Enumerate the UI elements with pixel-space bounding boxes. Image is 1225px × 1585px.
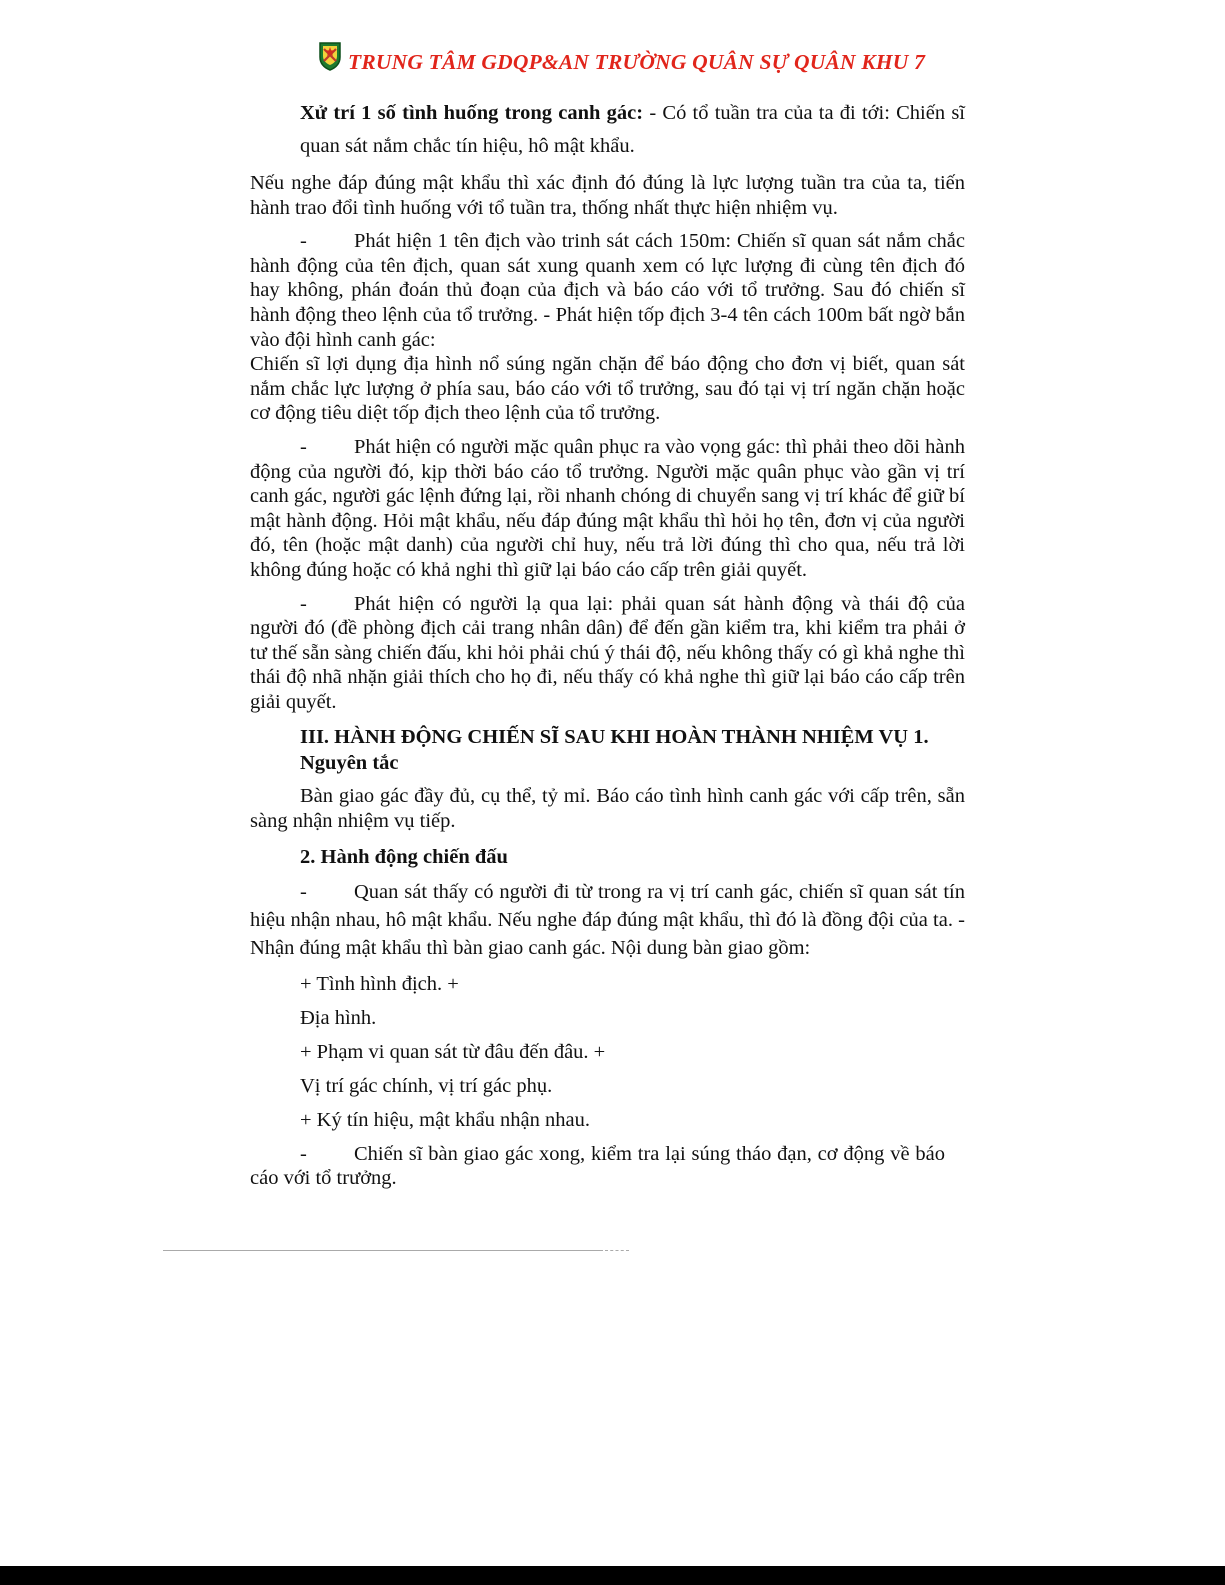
military-shield-emblem-icon bbox=[318, 41, 342, 71]
principle-paragraph: Bàn giao gác đầy đủ, cụ thể, tỷ mỉ. Báo cáo tình hình canh gác với cấp trên, sẵn sàng nhận nhiệm vụ tiếp. bbox=[250, 785, 965, 833]
bullet-dash: - bbox=[300, 1142, 307, 1165]
header-title: TRUNG TÂM GDQP&AN TRƯỜNG QUÂN SỰ QUÂN KHU 7 bbox=[348, 50, 926, 74]
finish-paragraph bbox=[250, 1142, 945, 1191]
uniform-paragraph bbox=[250, 435, 965, 583]
enemy-scout-text: Phát hiện 1 tên địch vào trinh sát cách 150m: Chiến sĩ quan sát nắm chắc hành động của tên địch, quan sát xung quanh xem có lực lượng đi cùng tên địch đó hay không, phán đoán thủ đoạn của địch và báo cáo với tổ trưởng. Sau đó chiến sĩ hành động theo lệnh của tổ trưởng. - Phát hiện tốp địch 3-4 tên cách 100m bất ngờ bắn vào đội hình canh gác: bbox=[250, 230, 965, 351]
combat-action-heading: 2. Hành động chiến đấu bbox=[300, 845, 508, 868]
situations-paragraph bbox=[250, 97, 965, 163]
document-body bbox=[250, 97, 965, 1191]
situations-heading: Xử trí 1 số tình huống trong canh gác: bbox=[300, 102, 644, 124]
stranger-paragraph bbox=[250, 592, 965, 715]
list-item: Địa hình. bbox=[300, 1006, 377, 1029]
section3-principle-heading: Nguyên tắc bbox=[300, 752, 399, 775]
observe-text: Quan sát thấy có người đi từ trong ra vị trí canh gác, chiến sĩ quan sát tín hiệu nhận nhau, hô mật khẩu. Nếu nghe đáp đúng mật khẩu, thì đó là đồng đội của ta. - Nhận đúng mật khẩu thì bàn giao canh gác. Nội dung bàn giao gồm: bbox=[250, 880, 965, 959]
enemy-scout-paragraph bbox=[250, 229, 965, 352]
patrol-paragraph: Nếu nghe đáp đúng mật khẩu thì xác định đó đúng là lực lượng tuần tra của ta, tiến hành trao đổi tình huống với tổ tuần tra, thống nhất thực hiện nhiệm vụ. bbox=[250, 172, 965, 219]
bullet-dash: - bbox=[300, 230, 307, 253]
bullet-dash: - bbox=[300, 435, 307, 458]
stranger-text: Phát hiện có người lạ qua lại: phải quan sát hành động và thái độ của người đó (đề phòng địch cải trang nhân dân) để đến gần kiểm tra, khi kiểm tra phải ở tư thế sẵn sàng chiến đấu, khi hỏi phải chú ý thái độ, nếu không thấy có gì khả nghe thì thái độ nhã nhặn giải thích cho họ đi, nếu thấy có khả nghe thì giữ lại báo cáo cấp trên giải quyết. bbox=[250, 592, 965, 713]
situations-intro: - Có tổ tuần tra của ta đi tới: Chiến sĩ quan sát nắm chắc tín hiệu, hô mật khẩu. bbox=[300, 102, 965, 157]
bullet-dash: - bbox=[300, 592, 307, 615]
footnote-separator-dashes bbox=[605, 1250, 629, 1251]
list-item: + Phạm vi quan sát từ đâu đến đâu. + bbox=[300, 1040, 606, 1063]
handover-list bbox=[250, 972, 965, 1132]
page-header bbox=[318, 36, 925, 75]
page-bottom-edge bbox=[0, 1566, 1225, 1585]
section3-heading: III. HÀNH ĐỘNG CHIẾN SĨ SAU KHI HOÀN THÀNH NHIỆM VỤ 1. bbox=[300, 726, 929, 749]
bullet-dash: - bbox=[300, 880, 307, 903]
list-item: + Tình hình địch. + bbox=[300, 972, 459, 995]
uniform-text: Phát hiện có người mặc quân phục ra vào vọng gác: thì phải theo dõi hành động của người đó, kịp thời báo cáo tổ trưởng. Người mặc quân phục vào gần vị trí canh gác, người gác lệnh đứng lại, rồi nhanh chóng di chuyển sang vị trí khác để giữ bí mật hành động. Hỏi mật khẩu, nếu đáp đúng mật khẩu thì hỏi họ tên, đơn vị của người đó, tên (hoặc mật danh) của người chỉ huy, nếu trả lời đúng thì cho qua, nếu trả lời không đúng hoặc có khả nghi thì giữ lại báo cáo cấp trên giải quyết. bbox=[250, 435, 965, 581]
list-item: + Ký tín hiệu, mật khẩu nhận nhau. bbox=[300, 1108, 590, 1131]
terrain-paragraph: Chiến sĩ lợi dụng địa hình nổ súng ngăn chặn để báo động cho đơn vị biết, quan sát nắm chắc lực lượng ở phía sau, báo cáo với tổ trưởng, sau đó tại vị trí ngăn chặn hoặc cơ động tiêu diệt tốp địch theo lệnh của tổ trưởng. bbox=[250, 353, 965, 425]
observe-paragraph bbox=[250, 878, 965, 962]
finish-text: Chiến sĩ bàn giao gác xong, kiểm tra lại súng tháo đạn, cơ động về báo cáo với tổ trưởng. bbox=[250, 1142, 945, 1190]
footnote-separator bbox=[163, 1250, 603, 1251]
list-item: Vị trí gác chính, vị trí gác phụ. bbox=[300, 1074, 553, 1097]
